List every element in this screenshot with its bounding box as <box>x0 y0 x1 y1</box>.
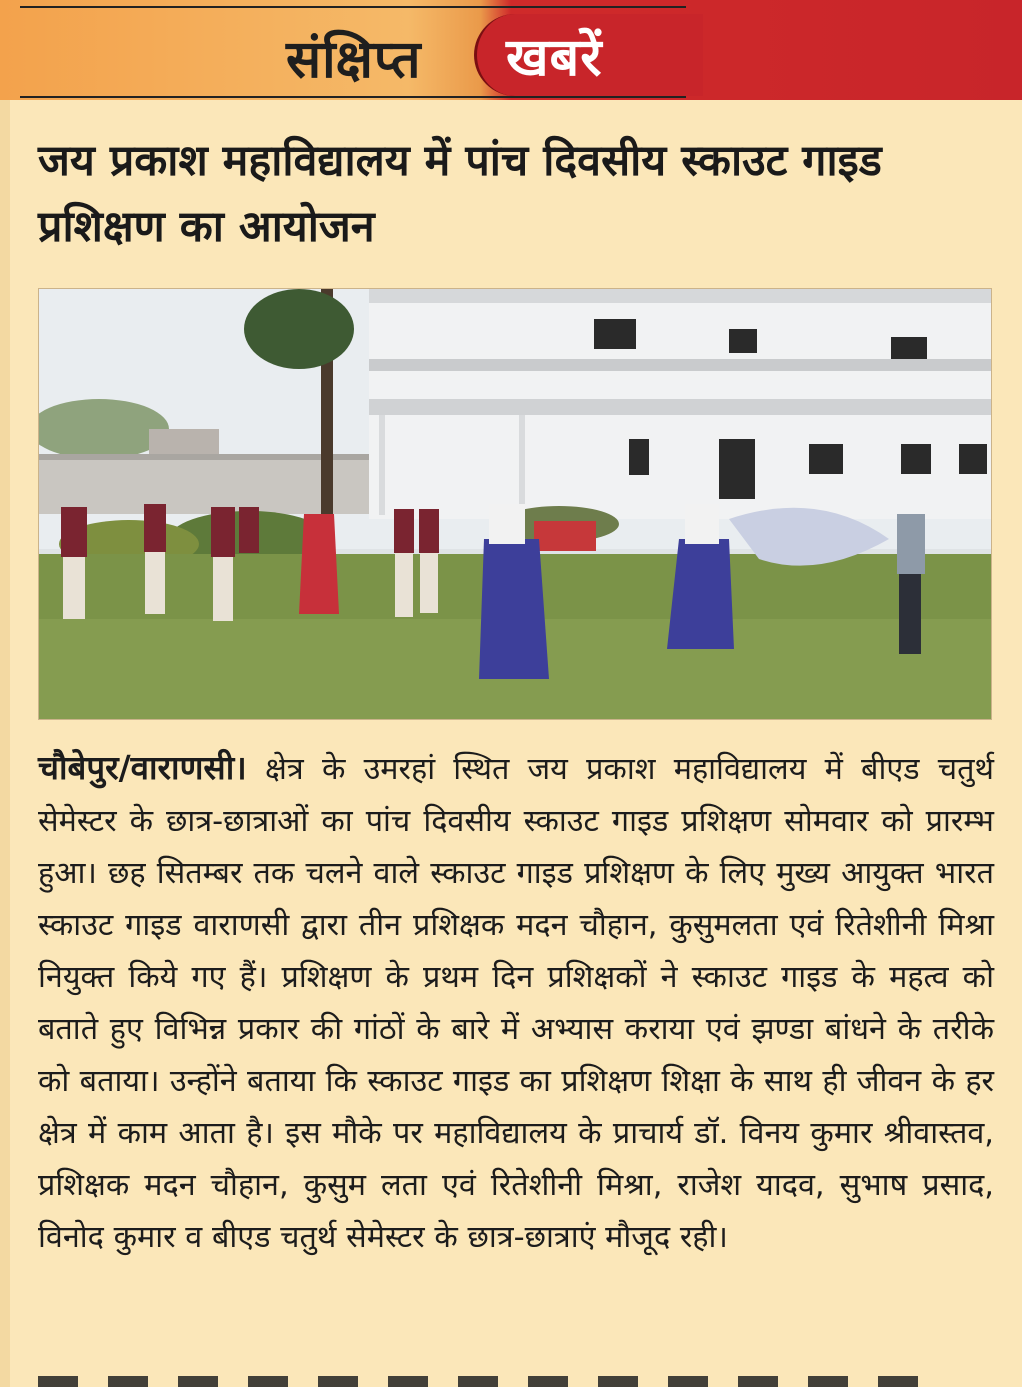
section-title-sankshipt: संक्षिप्त <box>286 30 422 90</box>
article-dateline: चौबेपुर/वाराणसी। <box>38 748 247 787</box>
section-title-khabren: खबरें <box>506 28 603 88</box>
scout-training-photo <box>39 289 991 719</box>
next-article-cutoff <box>38 1376 938 1387</box>
header-rule-bottom <box>20 96 686 98</box>
article-body-text: क्षेत्र के उमरहां स्थित जय प्रकाश महाविद्यालय में बीएड चतुर्थ सेमेस्टर के छात्र-छात्राओं का पांच दिवसीय स्काउट गाइड प्रशिक्षण सोमवार को प्रारम्भ हुआ। छह सितम्बर तक चलने वाले स्काउट गाइड प्रशिक्षण के लिए मुख्य आयुक्त भारत स्काउट गाइड वाराणसी द्वारा तीन प्रशिक्षक मदन चौहान, कुसुमलता एवं रितेशीनी मिश्रा नियुक्त किये गए हैं। प्रशिक्षण के प्रथम दिन प्रशिक्षकों ने स्काउट गाइड के महत्व को बताते हुए विभिन्न प्रकार की गांठों के बारे में अभ्यास कराया एवं झण्डा बांधने के तरीके को बताया। उन्होंने बताया कि स्काउट गाइड का प्रशिक्षण शिक्षा के साथ ही जीवन के हर क्षेत्र में काम आता है। इस मौके पर महाविद्यालय के प्राचार्य डॉ. विनय कुमार श्रीवास्तव, प्रशिक्षक मदन चौहान, कुसुम लता एवं रितेशीनी मिश्रा, राजेश यादव, सुभाष प्रसाद, विनोद कुमार व बीएड चतुर्थ सेमेस्टर के छात्र-छात्राएं मौजूद रही। <box>38 752 994 1255</box>
header-rule-top <box>20 6 686 8</box>
article-headline: जय प्रकाश महाविद्यालय में पांच दिवसीय स्काउट गाइड प्रशिक्षण का आयोजन <box>38 136 882 252</box>
article-body <box>38 742 994 1264</box>
news-photo <box>38 288 992 720</box>
